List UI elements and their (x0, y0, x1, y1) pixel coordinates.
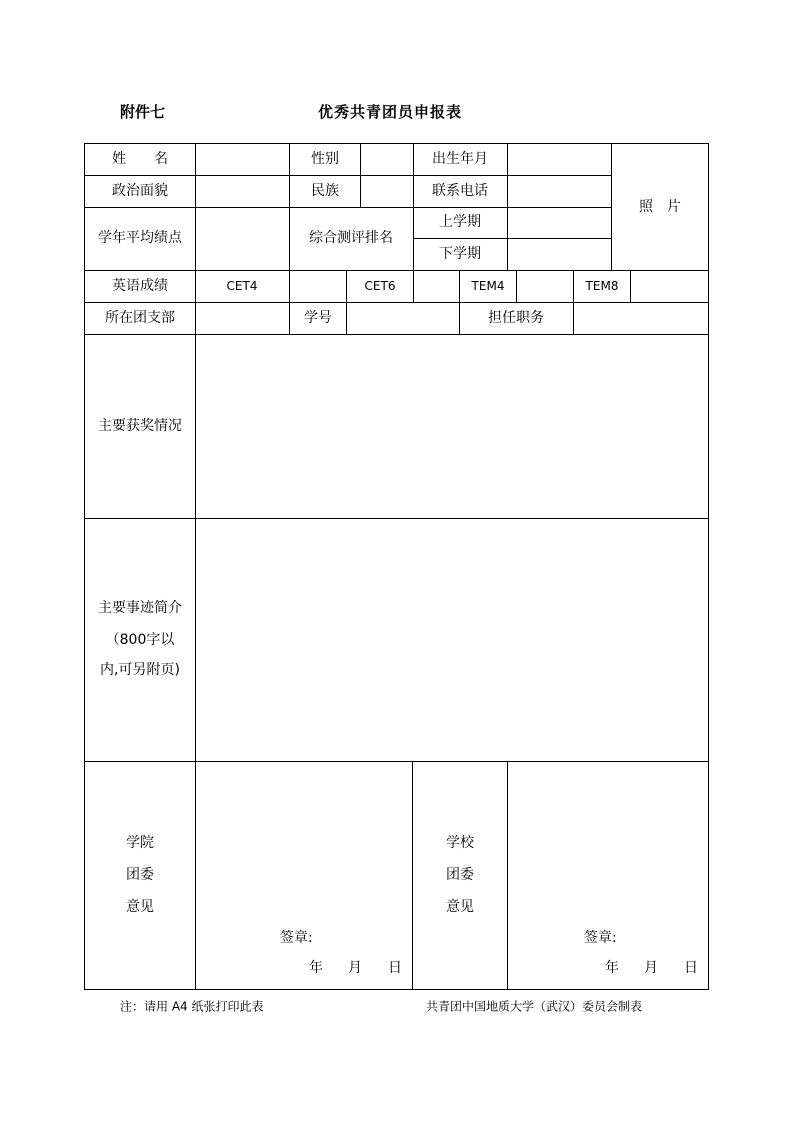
school-label-line1: 学校 (446, 835, 474, 851)
gender-label: 性别 (311, 151, 339, 167)
college-day-label: 日 (388, 960, 402, 976)
annex-label: 附件七 (120, 103, 166, 121)
cet4-label: CET4 (226, 279, 258, 293)
political-label: 政治面貌 (112, 183, 168, 199)
college-label-line1: 学院 (126, 835, 154, 851)
deeds-label-line2: （800字以 (105, 632, 175, 648)
student-id-label: 学号 (304, 310, 332, 326)
school-label-line3: 意见 (446, 899, 474, 915)
college-label-line3: 意见 (126, 899, 154, 915)
branch-label: 所在团支部 (105, 310, 175, 326)
college-sign-label: 签章: (280, 930, 313, 946)
ranking-label: 综合测评排名 (309, 230, 393, 246)
english-label: 英语成绩 (112, 278, 168, 294)
college-year-label: 年 (309, 960, 323, 976)
tem8-label: TEM8 (585, 279, 619, 293)
phone-label: 联系电话 (432, 183, 488, 199)
deeds-label-line1: 主要事迹简介 (98, 600, 182, 616)
college-label-line2: 团委 (126, 867, 154, 883)
tem4-label: TEM4 (471, 279, 505, 293)
photo-label: 照 片 (639, 199, 681, 215)
footer-issuer: 共青团中国地质大学（武汉）委员会制表 (426, 999, 643, 1014)
cet6-label: CET6 (364, 279, 396, 293)
school-sign-label: 签章: (584, 930, 617, 946)
school-label-line2: 团委 (446, 867, 474, 883)
school-year-label: 年 (605, 960, 619, 976)
ethnicity-label: 民族 (311, 183, 339, 199)
second-term-label: 下学期 (439, 246, 481, 262)
school-month-label: 月 (644, 960, 658, 976)
footer-note: 注：请用 A4 纸张打印此表 (120, 999, 264, 1014)
deeds-label-line3: 内,可另附页) (100, 662, 180, 678)
name-label: 姓 名 (112, 151, 168, 167)
awards-label: 主要获奖情况 (98, 418, 182, 434)
first-term-label: 上学期 (439, 214, 481, 230)
form-title: 优秀共青团员申报表 (318, 103, 463, 121)
birth-label: 出生年月 (432, 151, 488, 167)
college-month-label: 月 (348, 960, 362, 976)
school-day-label: 日 (684, 960, 698, 976)
gpa-label: 学年平均绩点 (98, 230, 182, 246)
position-label: 担任职务 (488, 310, 544, 326)
